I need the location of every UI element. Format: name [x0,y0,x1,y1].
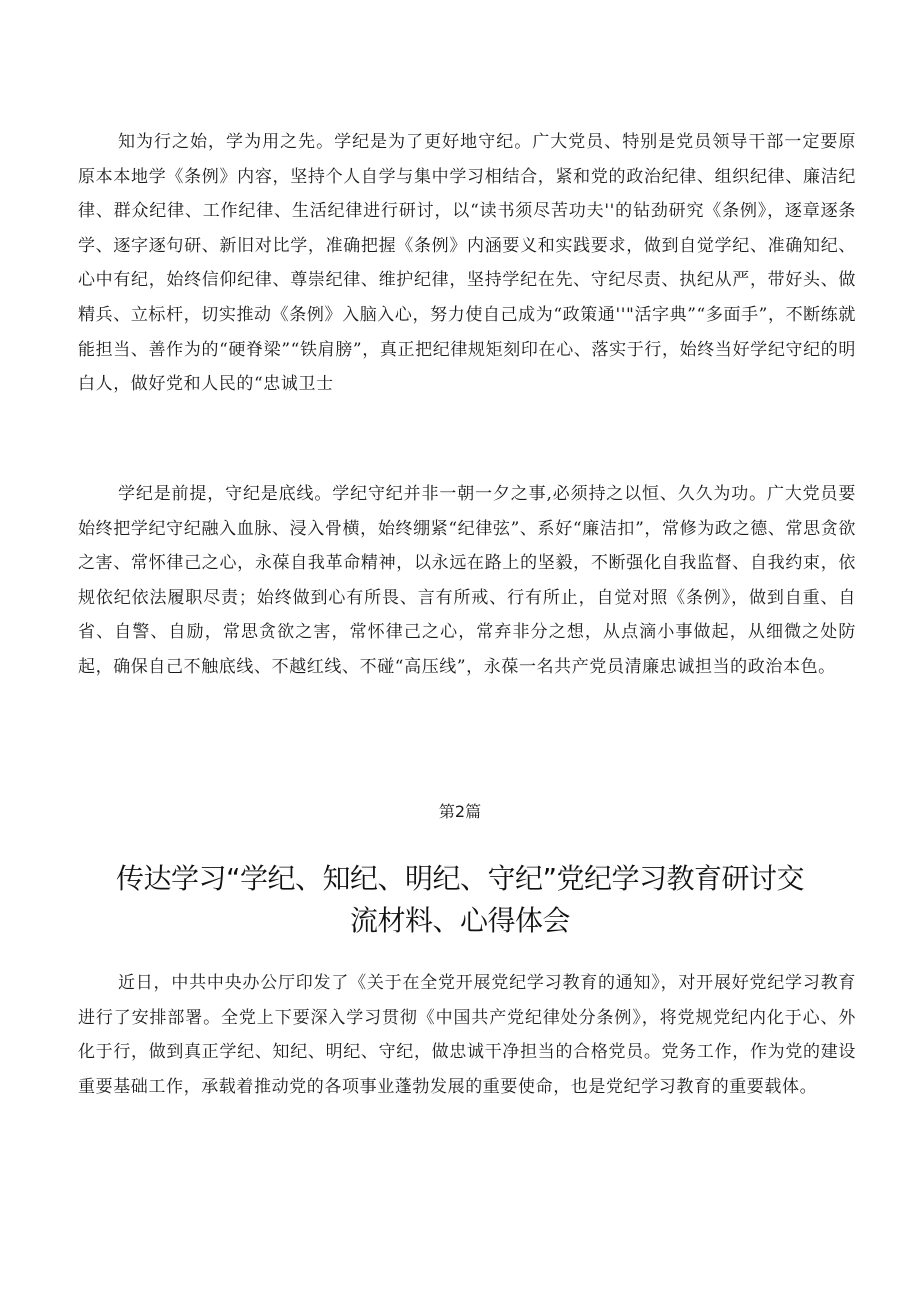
article-title: 传达学习“学纪、知纪、明纪、守纪”党纪学习教育研讨交流材料、心得体会 [115,862,804,937]
body-paragraph: 近日，中共中央办公厅印发了《关于在全党开展党纪学习教育的通知》，对开展好党纪学习教育进行了安排部署。全党上下要深入学习贯彻《中国共产党纪律处分条例》，将党规党纪内化于心、外化于行，做到真正学纪、知纪、明纪、守纪，做忠诚干净担当的合格党员。党务工作，作为党的建设重要基础工作，承载着推动党的各项事业蓬勃发展的重要使命，也是党纪学习教育的重要载体。 [78,973,856,1097]
body-paragraph: 学纪是前提，守纪是底线。学纪守纪并非一朝一夕之事,必须持之以恒、久久为功。广大党员要始终把学纪守纪融入血脉、浸入骨横，始终绷紧“纪律弦”、系好“廉洁扣”，常修为政之德、常思贪欲之害、常怀律己之心，永葆自我革命精神，以永远在路上的坚毅，不断强化自我监督、自我约束，依规依纪依法履职尽责；始终做到心有所畏、言有所戒、行有所止，自觉对照《条例》，做到自重、自省、自警、自励，常思贪欲之害，常怀律己之心，常弃非分之想，从点滴小事做起，从细微之处防起，确保自己不触底线、不越红线、不碰“高压线”，永葆一名共产党员清廉忠诚担当的政治本色。 [78,484,856,677]
section-label: 第2篇 [438,802,482,821]
body-paragraph: 知为行之始，学为用之先。学纪是为了更好地守纪。广大党员、特别是党员领导干部一定要原原本本地学《条例》内容，坚持个人自学与集中学习相结合，紧和党的政治纪律、组织纪律、廉洁纪律、群众纪律、工作纪律、生活纪律进行研讨，以“读书须尽苦功夫''的钻劲研究《条例》，逐章逐条学、逐字逐句研、新旧对比学，准确把握《条例》内涵要义和实践要求，做到自觉学纪、准确知纪、心中有纪，始终信仰纪律、尊崇纪律、维护纪律，坚持学纪在先、守纪尽责、执纪从严，带好头、做精兵、立标杆，切实推动《条例》入脑入心，努力使自己成为“政策通''"活字典”“多面手”，不断练就能担当、善作为的“硬脊梁”“铁肩膀”，真正把纪律规矩刻印在心、落实于行，始终当好学纪守纪的明白人，做好党和人民的“忠诚卫士 [78,132,856,395]
